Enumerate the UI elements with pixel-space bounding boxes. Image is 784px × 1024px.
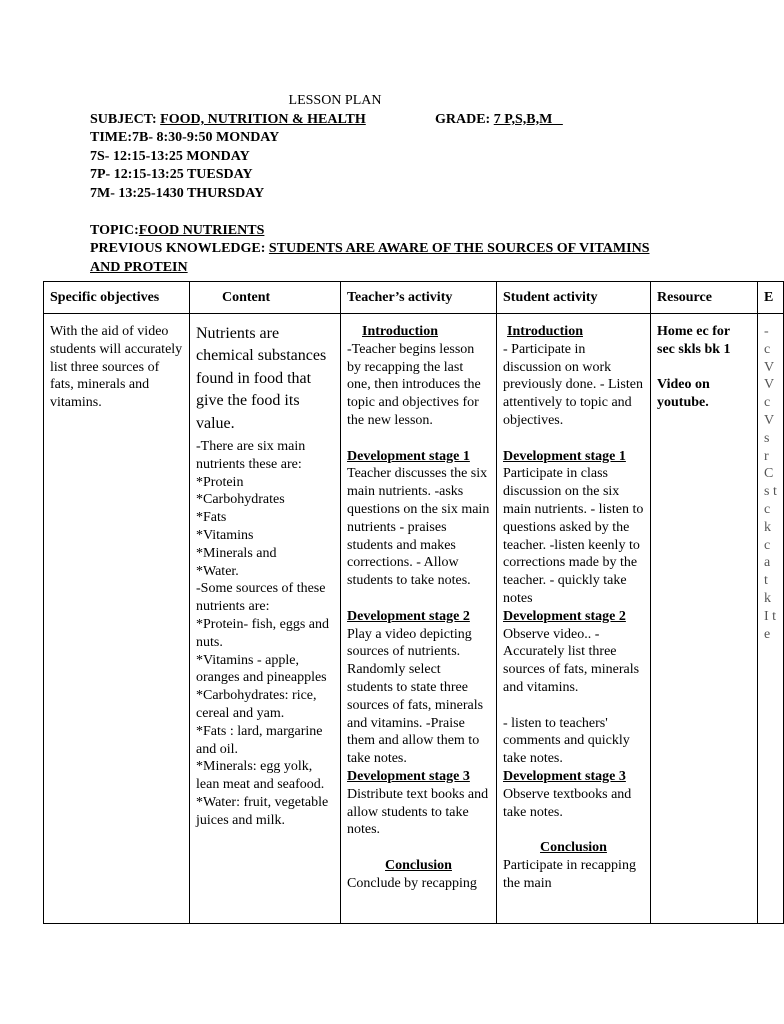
- student-intro-heading: Introduction: [507, 324, 583, 339]
- teacher-dev3-heading: Development stage 3: [347, 768, 470, 784]
- previous-knowledge-value-cont: AND PROTEIN: [90, 259, 188, 275]
- teacher-dev2-heading: Development stage 2: [347, 608, 470, 624]
- subject-line: [90, 111, 690, 130]
- content-line: *Water.: [196, 563, 239, 579]
- time-line-2: 7S- 12:15-13:25 MONDAY: [90, 148, 250, 164]
- col-resource: Resource: [651, 282, 758, 314]
- page-title: LESSON PLAN: [288, 93, 382, 108]
- grade-label: GRADE:: [435, 111, 494, 127]
- table-row: [44, 314, 784, 924]
- teacher-dev2-text: Play a video depicting sources of nutrients. Randomly select students to state three sources of fats, minerals and vitamins. -Praise them and allow them to take notes.: [347, 626, 484, 767]
- content-line: *Protein- fish, eggs and nuts.: [196, 617, 329, 650]
- lesson-header: [90, 92, 690, 277]
- resource-book: Home ec for sec skls bk 1: [657, 324, 731, 357]
- col-teachers-activity: Teacher’s activity: [341, 282, 497, 314]
- time-line-1: TIME:7B- 8:30-9:50 MONDAY: [90, 130, 280, 146]
- student-conclusion-text: Participate in recapping the main: [503, 857, 636, 891]
- content-line: *Vitamins - apple, oranges and pineapples: [196, 652, 327, 686]
- previous-knowledge-value: STUDENTS ARE AWARE OF THE SOURCES OF VITAMINS: [268, 241, 650, 257]
- resource-video: Video on youtube.: [657, 377, 710, 411]
- previous-knowledge-line: [90, 240, 690, 259]
- subject-value: FOOD, NUTRITION & HEALTH: [160, 111, 366, 127]
- table-header-row: [44, 282, 784, 314]
- objective-text: With the aid of video students will accurately list three sources of fats, minerals and vitamins.: [50, 324, 183, 411]
- time-line-3: 7P- 12:15-13:25 TUESDAY: [90, 167, 253, 183]
- teacher-dev3-text: Distribute text books and allow students to take notes.: [347, 786, 489, 838]
- student-dev3-text: Observe textbooks and take notes.: [503, 786, 632, 820]
- content-line: -Some sources of these nutrients are:: [196, 581, 326, 615]
- student-dev1-text: Participate in class discussion on the six main nutrients. - listen to questions asked by the teacher. -listen keenly to corrections made by the teacher. - quickly take notes: [503, 466, 644, 606]
- student-intro-text: - Participate in discussion on work previously done. - Listen attentively to topic and objectives.: [503, 341, 643, 428]
- subject-label: SUBJECT:: [90, 111, 161, 127]
- lesson-plan-table: [43, 281, 784, 924]
- content-line: *Vitamins: [196, 528, 254, 544]
- grade-field: [435, 111, 563, 130]
- col-content: Content: [190, 282, 341, 314]
- objective-cell: [44, 314, 190, 924]
- col-specific-objectives: Specific objectives: [44, 282, 190, 314]
- content-line: -There are six main nutrients these are:: [196, 439, 306, 472]
- teacher-activity-cell: [341, 314, 497, 924]
- content-line: *Water: fruit, vegetable juices and milk.: [196, 794, 329, 828]
- col-evaluation: E: [758, 282, 784, 314]
- topic-value: FOOD NUTRIENTS: [138, 222, 265, 238]
- content-line: *Carbohydrates: [196, 492, 285, 508]
- topic-label: TOPIC:: [90, 222, 139, 238]
- student-dev3-heading: Development stage 3: [503, 768, 626, 784]
- student-dev2-text-b: - listen to teachers' comments and quickly take notes.: [503, 715, 630, 767]
- col-student-activity: Student activity: [497, 282, 651, 314]
- student-conclusion-heading: Conclusion: [540, 840, 607, 856]
- content-line: *Minerals: egg yolk, lean meat and seafood.: [196, 759, 325, 793]
- evaluation-cell: [758, 314, 784, 924]
- grade-value: 7 P,S,B,M: [493, 111, 563, 127]
- resource-cell: [651, 314, 758, 924]
- content-line: *Minerals and: [196, 545, 277, 561]
- topic-line: [90, 222, 690, 241]
- content-cell: [190, 314, 341, 924]
- teacher-intro-text: -Teacher begins lesson by recapping the last one, then introduces the topic and objectives for the new lesson.: [347, 341, 481, 428]
- teacher-conclusion-text: Conclude by recapping: [347, 875, 477, 891]
- teacher-dev1-text: Teacher discusses the six main nutrients. -asks questions on the six main nutrients - praises students and makes corrections. - Allow students to take notes.: [347, 466, 490, 589]
- student-dev1-heading: Development stage 1: [503, 448, 626, 464]
- student-dev2-heading: Development stage 2: [503, 608, 626, 624]
- previous-knowledge-label: PREVIOUS KNOWLEDGE:: [90, 241, 269, 257]
- student-activity-cell: [497, 314, 651, 924]
- teacher-dev1-heading: Development stage 1: [347, 448, 470, 464]
- content-line: *Protein: [196, 474, 244, 490]
- time-line-4: 7M- 13:25-1430 THURSDAY: [90, 185, 265, 201]
- student-dev2-text: Observe video.. - Accurately list three sources of fats, minerals and vitamins.: [503, 626, 640, 695]
- evaluation-text: - c V V c V s r C s t c k c a t k I t e: [764, 324, 777, 642]
- content-line: *Fats: [196, 510, 227, 526]
- content-line: *Fats : lard, margarine and oil.: [196, 723, 323, 757]
- content-line: *Carbohydrates: rice, cereal and yam.: [196, 688, 317, 721]
- content-intro: Nutrients are chemical substances found in food that give the food its value.: [196, 325, 327, 432]
- teacher-conclusion-heading: Conclusion: [385, 857, 452, 873]
- teacher-intro-heading: Introduction: [362, 324, 438, 339]
